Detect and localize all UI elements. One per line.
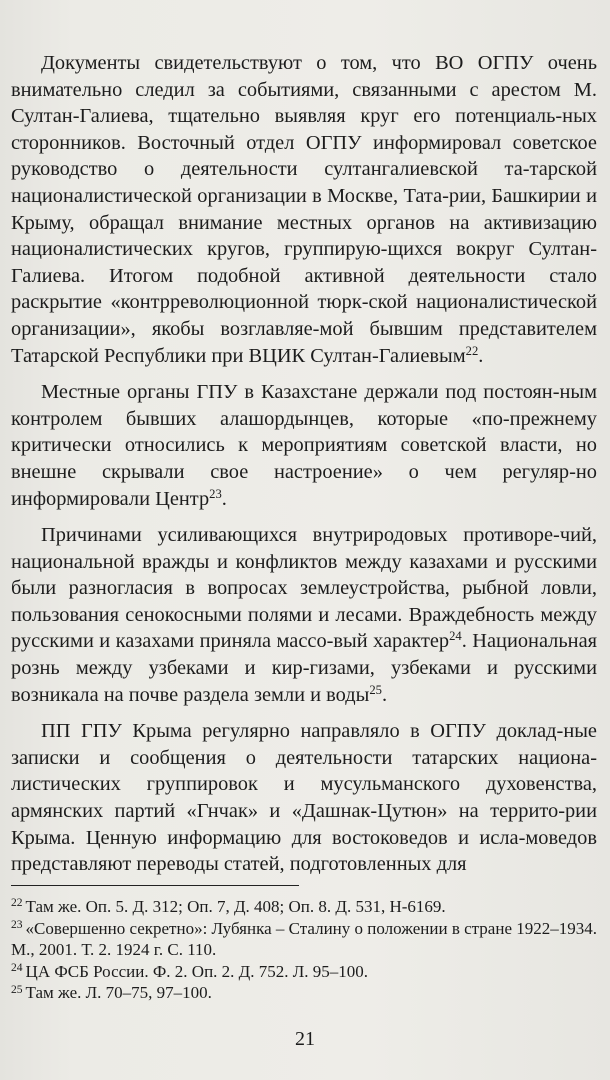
footnote [11,896,597,918]
body-text [11,50,597,888]
footnote-ref[interactable]: 25 [369,682,382,697]
footnote-divider [11,885,299,886]
footnote-ref[interactable]: 24 [449,629,462,644]
paragraph [11,718,597,878]
paragraph-text: Причинами усиливающихся внутриродовых противоре-чий, национальной вражды и конфликтов между казахами и русскими были разногласия в вопросах землеустройства, рыбной ловли, пользования сенокосными полями и лесами. Враждебность между русскими и казахами приняла массо-вый характер [11,524,597,653]
page-number: 21 [295,1028,315,1050]
footnotes [11,896,597,1004]
footnote-text: Там же. Л. 70–75, 97–100. [25,983,212,1003]
footnote-ref[interactable]: 23 [209,486,222,501]
footnote-text: ЦА ФСБ России. Ф. 2. Оп. 2. Д. 752. Л. 95–100. [25,961,369,981]
footnote [11,982,597,1004]
paragraph-tail: . [478,344,484,367]
footnote-number: 24 [11,961,23,975]
paragraph [11,50,597,369]
paragraph-text: ПП ГПУ Крыма регулярно направляло в ОГПУ доклад-ные записки и сообщения о деятельности татарских национа-листических группировок и мусульманского духовенства, армянских партий «Гнчак» и «Дашнак-Цутюн» на террито-рии Крыма. Ценную информацию для востоковедов и исла-моведов представляют переводы статей, подготовленных для [11,720,597,876]
footnote-ref[interactable]: 22 [465,343,479,358]
footnote [11,961,597,983]
paragraph-tail: . Национальная рознь между узбеками и кир-гизами, узбеками и русскими возникала на почве раздела земли и воды [11,630,598,706]
paragraph-tail: . [221,487,227,510]
footnote-text: «Совершенно секретно»: Лубянка – Сталину о положении в стране 1922–1934. М., 2001. Т. 2. 1924 г. С. 110. [11,918,597,960]
footnote-number: 25 [11,982,23,996]
paragraph [11,522,597,708]
paragraph [11,379,597,512]
footnote-number: 23 [11,917,23,931]
paragraph-tail: . [381,683,388,706]
footnote-text: Там же. Оп. 5. Д. 312; Оп. 7, Д. 408; Оп. 8. Д. 531, Н-6169. [25,897,446,916]
footnote-number: 22 [11,896,23,910]
paragraph-text: Местные органы ГПУ в Казахстане держали под постоян-ным контролем бывших алашордынцев, которые «по-прежнему критически относились к мероприятиям советской власти, но внешне скрывали свое настроение» о чем регуляр-но информировали Центр [11,381,597,510]
footnote [11,918,597,961]
paragraph-text: Документы свидетельствуют о том, что ВО ОГПУ очень внимательно следил за событиями, связанными с арестом М. Султан-Галиева, тщательно выявляя круг его потенциаль-ных сторонников. Восточный отдел ОГПУ информировал советское руководство о деятельности султангалиевской та-тарской националистической организации в Москве, Тата-рии, Башкирии и Крыму, обращал внимание местных органов на активизацию националистических кругов, группирую-щихся вокруг Султан-Галиева. Итогом подобной активной деятельности стало раскрытие «контрреволюционной тюрк-ской националистической организации», якобы возглавляе-мой бывшим представителем Татарской Республики при ВЦИК Султан-Галиевым [11,52,597,367]
